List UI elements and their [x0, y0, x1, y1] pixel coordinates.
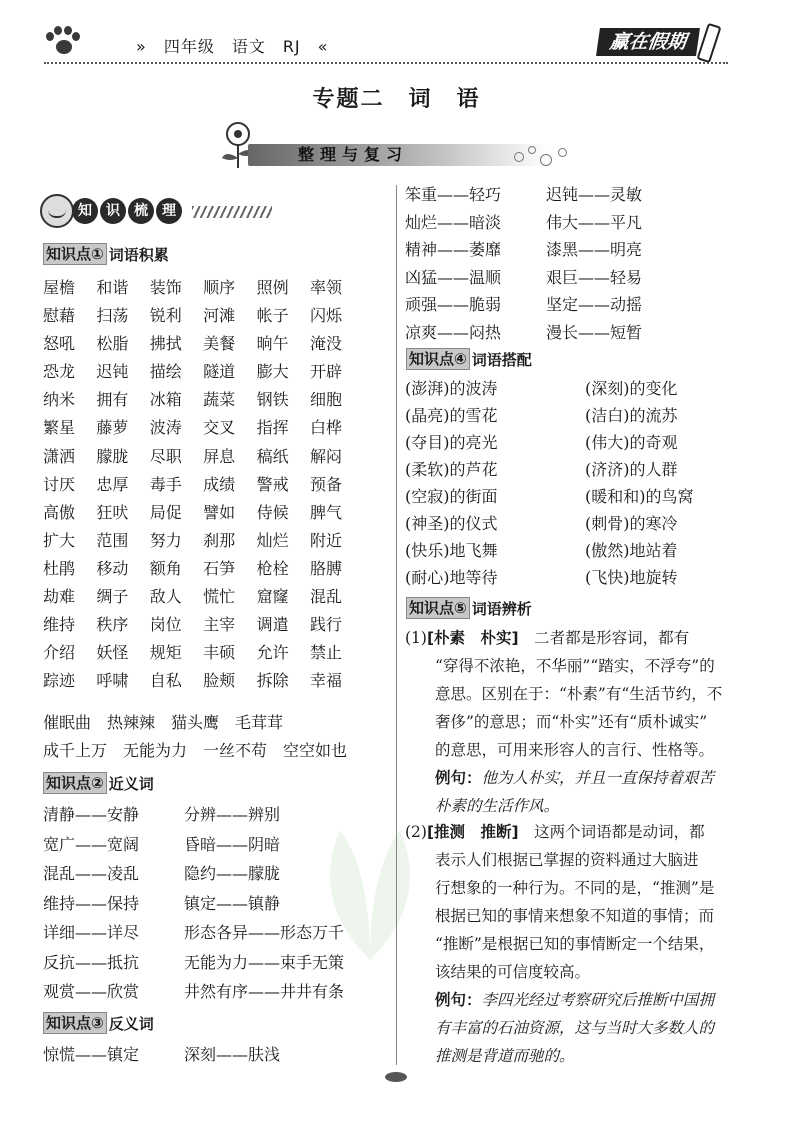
section-heading-2 — [43, 772, 154, 794]
section-banner — [208, 120, 578, 180]
vocab-word: 细胞 — [309, 390, 342, 410]
vocab-word: 描绘 — [149, 362, 182, 382]
vocab-row — [43, 667, 393, 695]
badge-char: 梳 — [128, 198, 154, 224]
example-line: 李四光经过考察研究后推断中国拥 — [481, 991, 715, 1009]
vocab-row — [43, 302, 393, 330]
vocab-word: 预备 — [309, 474, 342, 494]
pencil-icon — [696, 23, 721, 63]
vocab-word: 稿纸 — [256, 446, 289, 466]
header-grade-line — [136, 34, 328, 57]
vocab-word: 践行 — [309, 615, 342, 635]
vocab-word: 慌忙 — [203, 587, 236, 607]
vocab-word: 朦胧 — [96, 446, 129, 466]
pair-right: 分辨——辨别 — [184, 805, 281, 824]
vocab-word: 局促 — [149, 502, 182, 522]
pair-left: 凉爽——闷热 — [405, 322, 502, 342]
pair-left: 清静——安静 — [43, 805, 140, 824]
pair-right: 漆黑——明亮 — [546, 240, 643, 259]
vocab-word: 美餐 — [203, 334, 236, 354]
pair-right: (傲然)地站着 — [585, 541, 678, 560]
vocab-word: 开辟 — [309, 362, 342, 382]
vocab-row — [43, 386, 393, 414]
vocab-word: 锐利 — [149, 306, 182, 326]
watermark-leaf-icon — [300, 800, 440, 970]
vocab-word: 混乱 — [309, 587, 342, 607]
example-line: 他为人朴实，并且一直保持着艰苦 — [481, 769, 715, 787]
pair-left: (晶亮)的雪花 — [405, 406, 498, 425]
vocab-word: 冰箱 — [149, 390, 182, 410]
section-heading-4 — [406, 348, 532, 370]
vocab-word: 石笋 — [203, 558, 236, 578]
vocab-row — [43, 414, 393, 442]
example-label: 例句： — [435, 991, 482, 1009]
section-heading-5 — [406, 597, 532, 619]
stripes-decoration — [192, 206, 272, 218]
section-tag: 知识点④ — [406, 348, 470, 370]
vocab-word: 规矩 — [149, 643, 182, 663]
vocab-word: 毒手 — [149, 474, 182, 494]
vocab-word: 秩序 — [96, 615, 129, 635]
vocab-word: 尽职 — [149, 446, 182, 466]
vocab-word: 枪栓 — [256, 558, 289, 578]
section-tag: 知识点② — [43, 772, 107, 794]
vocab-word: 纳米 — [43, 390, 76, 410]
pair-right: 隐约——朦胧 — [184, 864, 281, 883]
vocab-word: 潇洒 — [43, 446, 76, 466]
pair-left: (耐心)地等待 — [405, 568, 498, 587]
vocab-row — [43, 274, 393, 302]
example-line: 有丰富的石油资源，这与当时大多数人的 — [435, 1019, 715, 1037]
vocab-word: 禁止 — [309, 643, 342, 663]
paw-logo-icon — [44, 26, 80, 58]
vocab-word: 丰硕 — [203, 643, 236, 663]
pair-right: 形态各异——形态万千 — [184, 923, 345, 942]
pair-right: 昏暗——阴暗 — [184, 834, 281, 854]
pair-left: 灿烂——暗淡 — [405, 212, 502, 232]
pair-left: 惊慌——镇定 — [43, 1045, 140, 1064]
pair-right: 深刻——肤浅 — [184, 1045, 281, 1064]
vocab-word: 扫荡 — [96, 306, 129, 326]
vocab-word: 晌午 — [256, 334, 289, 354]
pair-left: 顽强——脆弱 — [405, 295, 502, 314]
vocab-row — [43, 639, 393, 667]
vocab-word: 呼啸 — [96, 671, 129, 691]
vocab-word: 率领 — [309, 278, 342, 297]
vocab-row — [43, 358, 393, 386]
item-heading: [推测 推断] — [426, 823, 519, 841]
vocab-word: 灿烂 — [256, 530, 289, 550]
vocab-row — [43, 471, 393, 499]
vocab-word: 讨厌 — [43, 474, 76, 494]
vocab-word: 闪烁 — [309, 306, 342, 326]
brand-logo — [598, 24, 728, 58]
vocab-word: 移动 — [96, 558, 129, 578]
page-title: 专题二 词 语 — [312, 87, 481, 112]
item-line: “穿得不浓艳，不华丽”“踏实，不浮夸”的 — [435, 657, 715, 675]
pair-right: 井然有序——井井有条 — [184, 982, 345, 1001]
vocab-word: 脾气 — [309, 502, 342, 522]
vocab-word: 踪迹 — [43, 671, 76, 691]
vocab-word: 调遣 — [256, 615, 289, 635]
vocab-word: 淹没 — [309, 334, 342, 354]
vocab-word: 波涛 — [149, 418, 182, 438]
pair-left: (快乐)地飞舞 — [405, 541, 498, 560]
section-tag: 知识点① — [43, 243, 107, 265]
vocab-line: 催眠曲 热辣辣 猫头鹰 毛茸茸 — [43, 713, 284, 732]
pair-left: (柔软)的芦花 — [405, 460, 498, 479]
example-label: 例句： — [435, 769, 482, 787]
vocab-word: 顺序 — [203, 278, 236, 297]
vocab-word: 拥有 — [96, 390, 129, 410]
vocab-word: 帐子 — [256, 306, 289, 326]
example-line: 推测是背道而驰的。 — [435, 1047, 575, 1065]
item-line: 这两个词语都是动词，都 — [534, 823, 705, 841]
item-number: (2) — [405, 823, 427, 841]
analysis-item-1 — [405, 624, 755, 820]
vocab-row — [43, 443, 393, 471]
pair-left: 精神——萎靡 — [405, 240, 502, 259]
vocab-word: 侍候 — [256, 502, 289, 522]
bubbles-icon — [508, 142, 588, 172]
section-tag: 知识点③ — [43, 1012, 107, 1034]
item-line: 意思。区别在于：“朴素”有“生活节约，不 — [435, 685, 723, 703]
badge-char: 理 — [156, 198, 182, 224]
vocab-word: 繁星 — [43, 418, 76, 438]
pair-right: 伟大——平凡 — [546, 212, 643, 232]
vocab-word: 蔬菜 — [203, 390, 236, 410]
vocab-grid — [43, 274, 393, 695]
pair-left: (澎湃)的波涛 — [405, 379, 498, 398]
pair-right: 坚定——动摇 — [546, 295, 643, 314]
vocab-word: 维持 — [43, 615, 76, 635]
girl-avatar-icon — [40, 194, 74, 228]
pair-right: 镇定——镇静 — [184, 893, 281, 913]
vocab-word: 努力 — [149, 530, 182, 550]
pair-left: 反抗——抵抗 — [43, 952, 140, 972]
pair-left: (夺目)的亮光 — [405, 433, 498, 452]
item-number: (1) — [405, 629, 427, 647]
section-heading-3 — [43, 1012, 154, 1034]
vocab-word: 额角 — [149, 558, 182, 578]
pair-left: (空寂)的街面 — [405, 487, 498, 506]
header-grade-subject: 四年级 语文 RJ — [163, 37, 301, 56]
vocab-word: 解闷 — [309, 446, 342, 466]
pair-left: 详细——详尽 — [43, 923, 140, 942]
item-line: 根据已知的事情来想象不知道的事情；而 — [435, 907, 715, 925]
vocab-word: 忠厚 — [96, 474, 129, 494]
pair-right: 无能为力——束手无策 — [184, 952, 345, 972]
pair-left: 混乱——凌乱 — [43, 864, 140, 883]
vocab-word: 允许 — [256, 643, 289, 663]
pair-left: 观赏——欣赏 — [43, 982, 140, 1001]
vocab-word: 妖怪 — [96, 643, 129, 663]
vocab-word: 膨大 — [256, 362, 289, 382]
vocab-word: 怒吼 — [43, 334, 76, 354]
pair-left: 笨重——轻巧 — [405, 185, 502, 204]
section-title: 词语搭配 — [471, 350, 532, 369]
vocab-word: 自私 — [149, 671, 182, 691]
section-title: 词语积累 — [108, 245, 169, 264]
vocab-word: 敌人 — [149, 587, 182, 607]
badge-char: 识 — [100, 198, 126, 224]
item-heading: [朴素 朴实] — [426, 629, 519, 647]
vocab-word: 介绍 — [43, 643, 76, 663]
vocab-word: 和谐 — [96, 278, 129, 297]
vocab-word: 屋檐 — [43, 278, 76, 297]
vocab-word: 主宰 — [203, 615, 236, 635]
vocab-row — [43, 611, 393, 639]
section-heading-1 — [43, 243, 169, 265]
pair-right: (深刻)的变化 — [585, 379, 678, 398]
vocab-word: 劫难 — [43, 587, 76, 607]
vocab-word: 照例 — [256, 278, 289, 297]
vocab-word: 脸颊 — [203, 671, 236, 691]
vocab-word: 迟钝 — [96, 362, 129, 382]
vocab-word: 附近 — [309, 530, 342, 550]
pair-right: 漫长——短暂 — [546, 322, 643, 342]
banner-text: 整理与复习 — [298, 145, 409, 164]
brand-name: 赢在假期 — [596, 28, 700, 56]
pair-right: (暖和和)的鸟窝 — [585, 487, 694, 506]
vocab-word: 装饰 — [149, 278, 182, 297]
vocab-row — [43, 330, 393, 358]
vocab-word: 隧道 — [203, 362, 236, 382]
vocab-word: 交叉 — [203, 418, 236, 438]
section-title: 反义词 — [108, 1014, 154, 1033]
pair-right: 迟钝——灵敏 — [546, 185, 643, 204]
item-line: 的意思，可用来形容人的言行、性格等。 — [435, 741, 715, 759]
vocab-word: 白桦 — [309, 418, 342, 438]
vocab-word: 钢铁 — [256, 390, 289, 410]
vocab-word: 慰藉 — [43, 306, 76, 326]
header-right-marks: « — [317, 37, 329, 56]
vocab-word: 河滩 — [203, 306, 236, 326]
page-footer-mark — [385, 1072, 407, 1082]
vocab-word: 屏息 — [203, 446, 236, 466]
vocab-word: 松脂 — [96, 334, 129, 354]
vocab-row — [43, 499, 393, 527]
vocab-row — [43, 583, 393, 611]
vocab-word: 指挥 — [256, 418, 289, 438]
vocab-word: 拆除 — [256, 671, 289, 691]
vocab-word: 幸福 — [309, 671, 342, 691]
pair-left: 宽广——宽阔 — [43, 834, 140, 854]
analysis-item-2 — [405, 818, 755, 1070]
pair-left: 维持——保持 — [43, 893, 140, 913]
header-divider — [44, 62, 728, 64]
pair-left: (神圣)的仪式 — [405, 514, 498, 533]
badge-char: 知 — [72, 198, 98, 224]
vocab-word: 范围 — [96, 530, 129, 550]
vocab-word: 杜鹃 — [43, 558, 76, 578]
vocab-word: 恐龙 — [43, 362, 76, 382]
pair-left: 凶猛——温顺 — [405, 267, 502, 287]
item-line: 行想象的一种行为。不同的是，“推测”是 — [435, 879, 715, 897]
vocab-word: 胳膊 — [309, 558, 342, 578]
vocab-word: 扩大 — [43, 530, 76, 550]
pair-right: (洁白)的流苏 — [585, 406, 678, 425]
pair-right: 艰巨——轻易 — [546, 267, 643, 287]
pair-right: (刺骨)的寒冷 — [585, 514, 678, 533]
item-line: 二者都是形容词，都有 — [534, 629, 690, 647]
vocab-row — [43, 527, 393, 555]
item-line: 奢侈”的意思；而“朴实”还有“质朴诚实” — [435, 713, 708, 731]
vocab-word: 绸子 — [96, 587, 129, 607]
pair-right: (伟大)的奇观 — [585, 433, 678, 452]
vocab-word: 岗位 — [149, 615, 182, 635]
knowledge-badge — [40, 192, 240, 232]
vocab-word: 藤萝 — [96, 418, 129, 438]
pair-right: (济济)的人群 — [585, 460, 678, 479]
section-tag: 知识点⑤ — [406, 597, 470, 619]
vocab-word: 成绩 — [203, 474, 236, 494]
item-line: 表示人们根据已掌握的资料通过大脑进 — [435, 851, 699, 869]
header-left-marks: » — [136, 37, 147, 56]
vocab-word: 譬如 — [203, 502, 236, 522]
vocab-line: 成千上万 无能为力 一丝不苟 空空如也 — [43, 741, 348, 760]
vocab-word: 高傲 — [43, 502, 76, 522]
vocab-word: 狂吠 — [96, 502, 129, 522]
vocab-word: 警戒 — [256, 474, 289, 494]
vocab-word: 拂拭 — [149, 334, 182, 354]
vocab-row — [43, 555, 393, 583]
vocab-word: 刹那 — [203, 530, 236, 550]
item-line: “推断”是根据已知的事情断定一个结果， — [435, 935, 715, 953]
pair-right: (飞快)地旋转 — [585, 568, 678, 587]
section-title: 近义词 — [108, 774, 154, 793]
section-title: 词语辨析 — [471, 599, 532, 618]
vocab-word: 窟窿 — [256, 587, 289, 607]
item-line: 该结果的可信度较高。 — [435, 963, 591, 981]
example-line: 朴素的生活作风。 — [435, 797, 560, 815]
